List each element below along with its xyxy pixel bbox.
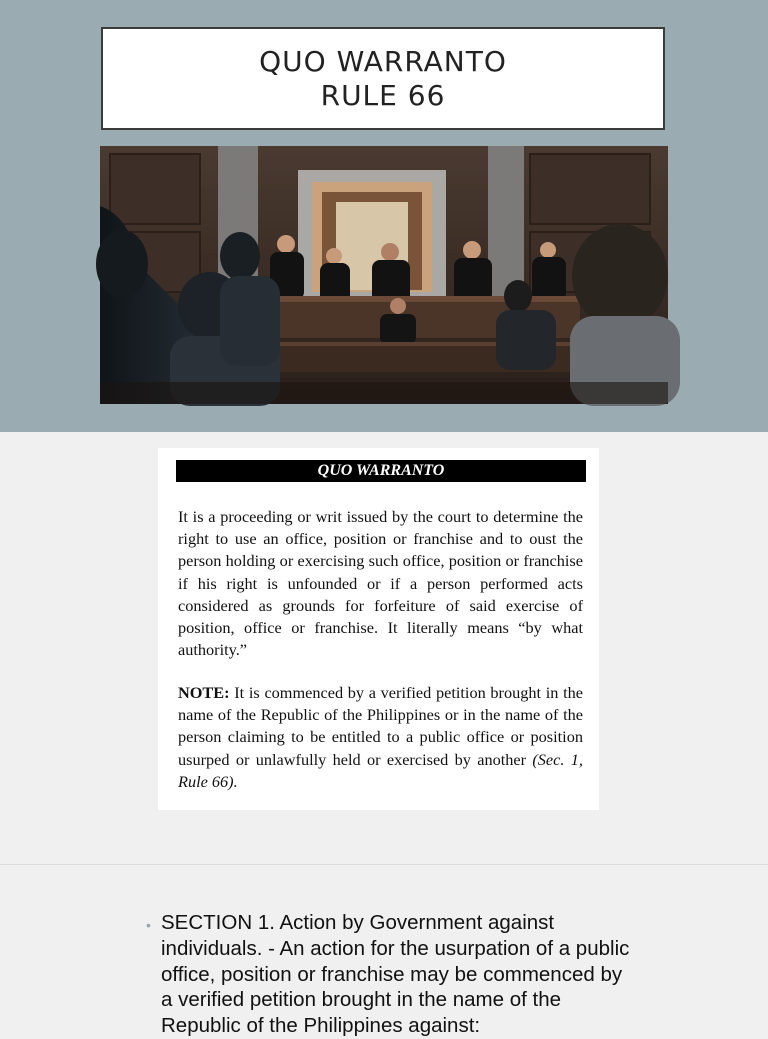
title-box bbox=[101, 27, 665, 130]
slide-title: QUO WARRANTO bbox=[259, 44, 507, 78]
note-label: NOTE: bbox=[178, 683, 230, 702]
title-slide bbox=[0, 0, 768, 432]
definition-slide bbox=[0, 432, 768, 864]
courtroom-photo bbox=[100, 146, 668, 404]
note-paragraph bbox=[178, 682, 583, 793]
definition-card bbox=[158, 448, 599, 810]
definition-paragraph: It is a proceeding or writ issued by the court to determine the right to use an office, position or franchise and to oust the person holding or exercising such office, position or franchise if his right is unfounded or if a person performed acts considered as grounds for forfeiture of said exercise of position, office or franchise. It literally means “by what authority.” bbox=[178, 507, 583, 660]
section-text: SECTION 1. Action by Government against individuals. - An action for the usurpation of a public office, position or franchise may be commenced by a verified petition brought in the name of the Republic of the Philippines against: bbox=[161, 911, 630, 1038]
section-slide bbox=[0, 865, 768, 1038]
card-heading: QUO WARRANTO bbox=[176, 460, 586, 482]
note-text: It is commenced by a verified petition brought in the name of the Republic of the Philippines or in the name of the person claiming to be entitled to a public office or position usurped or unlawfully held or exercised by another bbox=[178, 683, 583, 769]
slide-subtitle: RULE 66 bbox=[320, 78, 446, 112]
note-citation: (Sec. 1, Rule 66). bbox=[178, 749, 583, 791]
bullet-icon: • bbox=[146, 917, 151, 933]
